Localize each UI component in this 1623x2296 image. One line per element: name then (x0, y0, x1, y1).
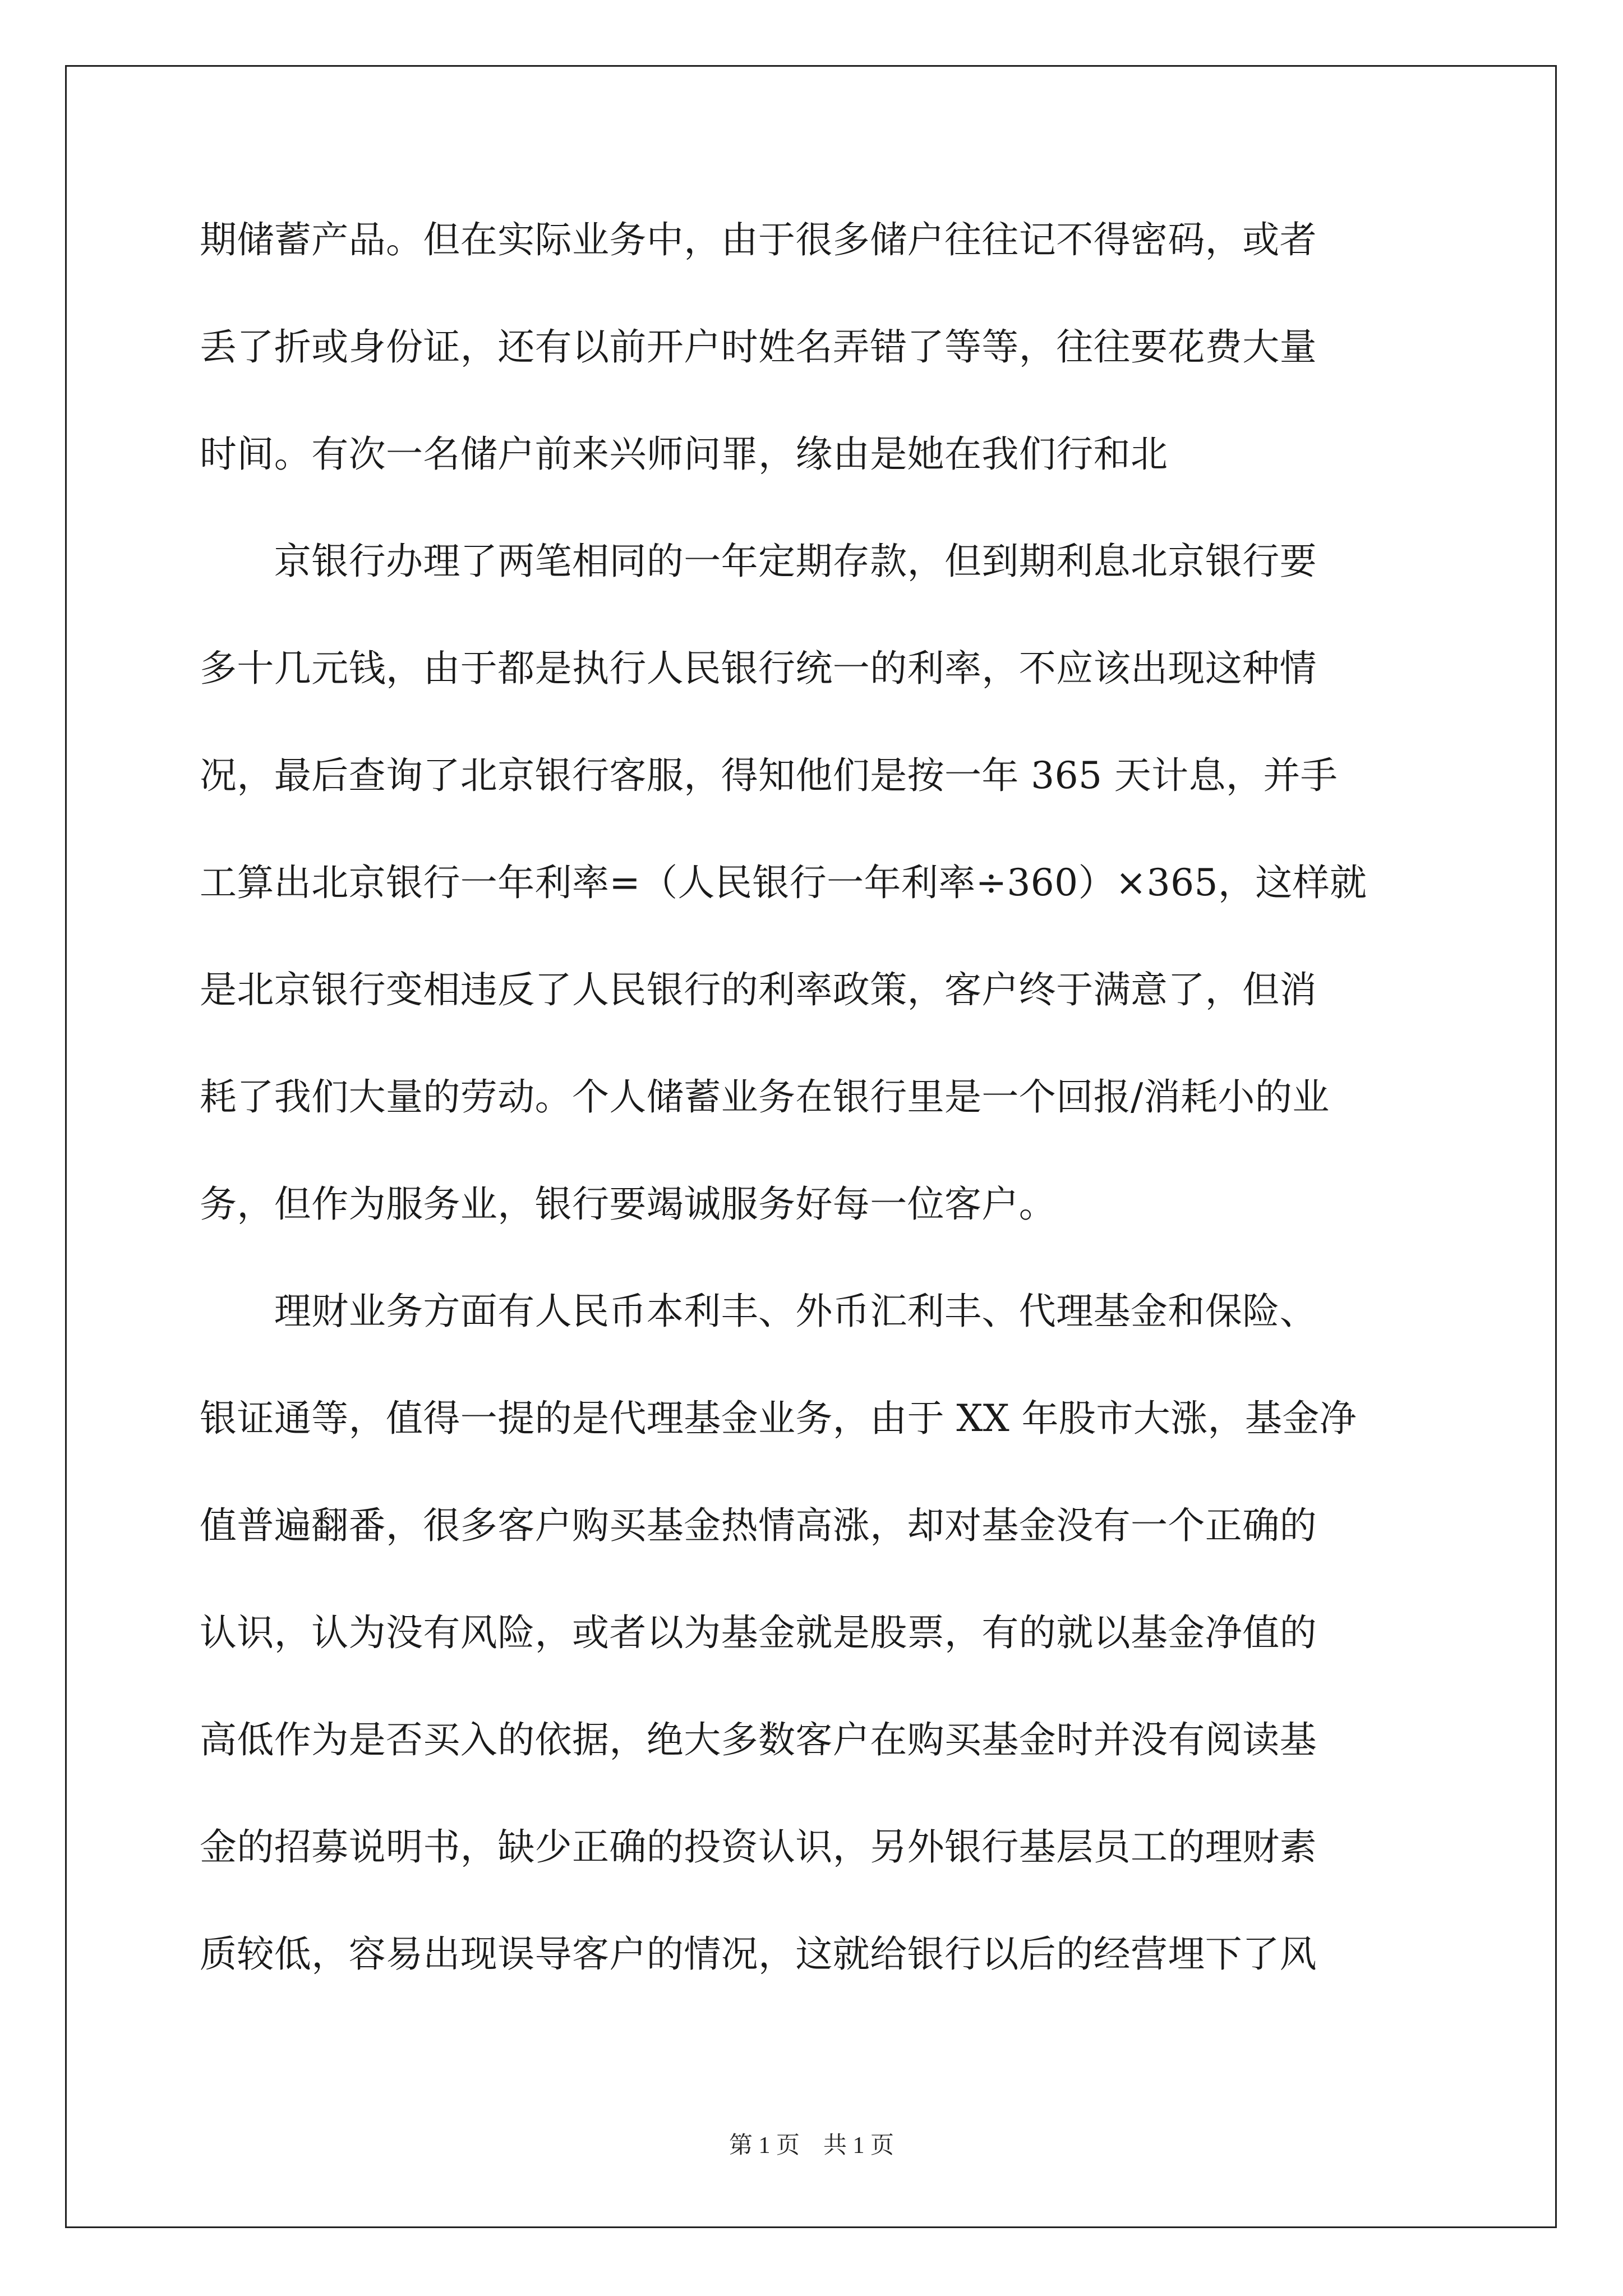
text-line: 金的招募说明书，缺少正确的投资认识，另外银行基层员工的理财素 (200, 1825, 1317, 1869)
text-line: 耗了我们大量的劳动。个人储蓄业务在银行里是一个回报/消耗小的业 (200, 1075, 1330, 1119)
text-line: 质较低，容易出现误导客户的情况，这就给银行以后的经营埋下了风 (200, 1932, 1317, 1976)
text-line: 丢了折或身份证，还有以前开户时姓名弄错了等等，往往要花费大量 (200, 325, 1317, 369)
text-line: 认识，认为没有风险，或者以为基金就是股票，有的就以基金净值的 (200, 1611, 1317, 1654)
text-line: 京银行办理了两笔相同的一年定期存款，但到期利息北京银行要 (200, 540, 1317, 583)
text-line: 期储蓄产品。但在实际业务中，由于很多储户往往记不得密码，或者 (200, 218, 1317, 261)
text-line: 时间。有次一名储户前来兴师问罪，缘由是她在我们行和北 (200, 432, 1168, 476)
text-line: 工算出北京银行一年利率=（人民银行一年利率÷360）×365，这样就 (200, 861, 1367, 904)
text-line: 银证通等，值得一提的是代理基金业务，由于 XX 年股市大涨，基金净 (200, 1397, 1357, 1440)
text-line: 多十几元钱，由于都是执行人民银行统一的利率，不应该出现这种情 (200, 647, 1317, 690)
page-footer: 第 1 页 共 1 页 (728, 2133, 894, 2159)
text-line: 务，但作为服务业，银行要竭诚服务好每一位客户。 (200, 1182, 1057, 1226)
text-line: 高低作为是否买入的依据，绝大多数客户在购买基金时并没有阅读基 (200, 1718, 1317, 1761)
text-line: 理财业务方面有人民币本利丰、外币汇利丰、代理基金和保险、 (200, 1290, 1317, 1333)
text-line: 是北京银行变相违反了人民银行的利率政策，客户终于满意了，但消 (200, 968, 1317, 1011)
text-line: 值普遍翻番，很多客户购买基金热情高涨，却对基金没有一个正确的 (200, 1504, 1317, 1547)
text-line: 况，最后查询了北京银行客服，得知他们是按一年 365 天计息，并手 (200, 754, 1338, 797)
document-body (200, 208, 1428, 2029)
